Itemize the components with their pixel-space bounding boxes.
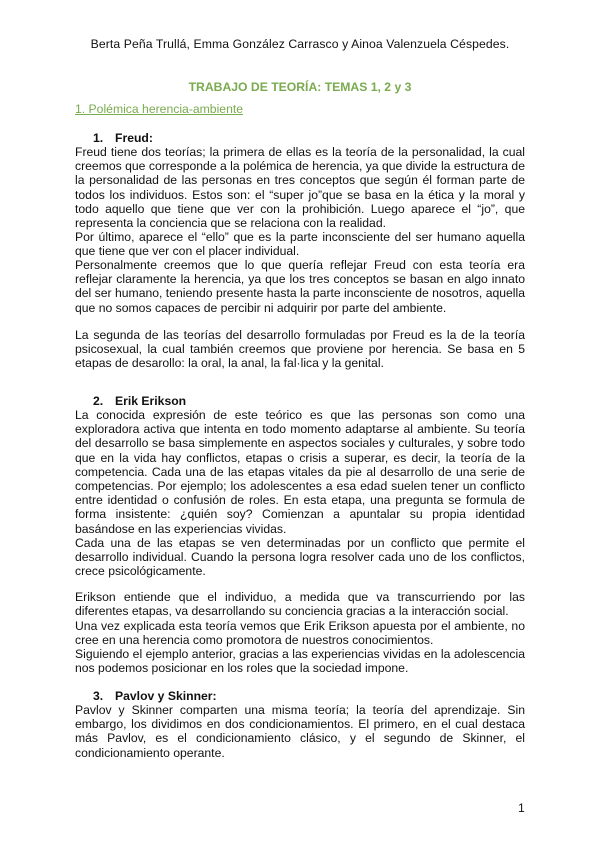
- page-number: 1: [518, 801, 525, 815]
- erikson-paragraph-5: Siguiendo el ejemplo anterior, gracias a las experiencias vividas en la adolescencia nos podemos posicionar en los roles que la sociedad impone.: [75, 647, 525, 676]
- subheading-number: 3.: [93, 689, 104, 703]
- section-heading: 1. Polémica herencia-ambiente: [75, 102, 244, 116]
- authors-header: Berta Peña Trullá, Emma González Carrasco y Ainoa Valenzuela Céspedes.: [90, 37, 510, 51]
- freud-paragraph-3: Personalmente creemos que lo que quería reflejar Freud con esta teoría era reflejar claramente la herencia, ya que los tres conceptos se basan en algo innato del ser humano, teniendo presente hasta la parte inconsciente de nosotros, aquella que no somos capaces de percibir ni adquirir por parte del ambiente.: [75, 258, 525, 315]
- erikson-paragraph-1: La conocida expresión de este teórico es que las personas son como una exploradora activa que intenta en todo momento adaptarse al ambiente. Su teoría del desarrollo se basa simplemente en aspectos sociales y culturales, y sobre todo que en la vida hay conflictos, etapas o crisis a superar, es decir, la teoría de la competencia. Cada una de las etapas vitales da pie al desarrollo de una serie de competencias. Por ejemplo; los adolescentes a esa edad suelen tener un conflicto entre identidad o confusión de roles. En esta etapa, una pregunta se formula de forma insistente: ¿quién soy? Comienzan a apuntalar su propia identidad basándose en las experiencias vividas.: [75, 408, 525, 536]
- subheading-pavlov-skinner: [93, 689, 217, 703]
- subheading-text: Freud:: [115, 131, 153, 145]
- subheading-text: Pavlov y Skinner:: [115, 689, 217, 703]
- subheading-erikson: [93, 394, 186, 408]
- document-title: TRABAJO DE TEORÍA: TEMAS 1, 2 y 3: [188, 80, 412, 94]
- erikson-paragraph-3: Erikson entiende que el individuo, a medida que va transcurriendo por las diferentes etapas, va desarrollando su conciencia gracias a la interacción social.: [75, 590, 525, 619]
- subheading-text: Erik Erikson: [115, 394, 187, 408]
- subheading-number: 1.: [93, 131, 104, 145]
- subheading-freud: [93, 131, 153, 145]
- freud-paragraph-1: Freud tiene dos teorías; la primera de ellas es la teoría de la personalidad, la cual creemos que corresponde a la polémica de herencia, ya que divide la estructura de la personalidad de las personas en tres conceptos que según él forman parte de todos los individuos. Estos son: el “super jo”que se basa en la ética y la moral y todo aquello que tiene que ver con la prohibición. Luego aparece el “jo”, que representa la conciencia que se relaciona con la realidad.: [75, 145, 525, 231]
- erikson-paragraph-4: Una vez explicada esta teoría vemos que Erik Erikson apuesta por el ambiente, no cree en una herencia como promotora de nuestros conocimientos.: [75, 619, 525, 648]
- freud-paragraph-4: La segunda de las teorías del desarrollo formuladas por Freud es la de la teoría psicosexual, la cual también creemos que proviene por herencia. Se basa en 5 etapas de desarollo: la oral, la anal, la fal·lica y la genital.: [75, 328, 525, 371]
- freud-paragraph-2: Por último, aparece el “ello” que es la parte inconsciente del ser humano aquella que tiene que ver con el placer individual.: [75, 230, 525, 259]
- subheading-number: 2.: [93, 394, 104, 408]
- erikson-paragraph-2: Cada una de las etapas se ven determinadas por un conflicto que permite el desarrollo individual. Cuando la persona logra resolver cada uno de los conflictos, crece psicológicamente.: [75, 536, 525, 579]
- pavlov-paragraph-1: Pavlov y Skinner comparten una misma teoría; la teoría del aprendizaje. Sin embargo, los dividimos en dos condicionamientos. El primero, en el cual destaca más Pavlov, es el condicionamiento clásico, y el segundo de Skinner, el condicionamiento operante.: [75, 703, 525, 760]
